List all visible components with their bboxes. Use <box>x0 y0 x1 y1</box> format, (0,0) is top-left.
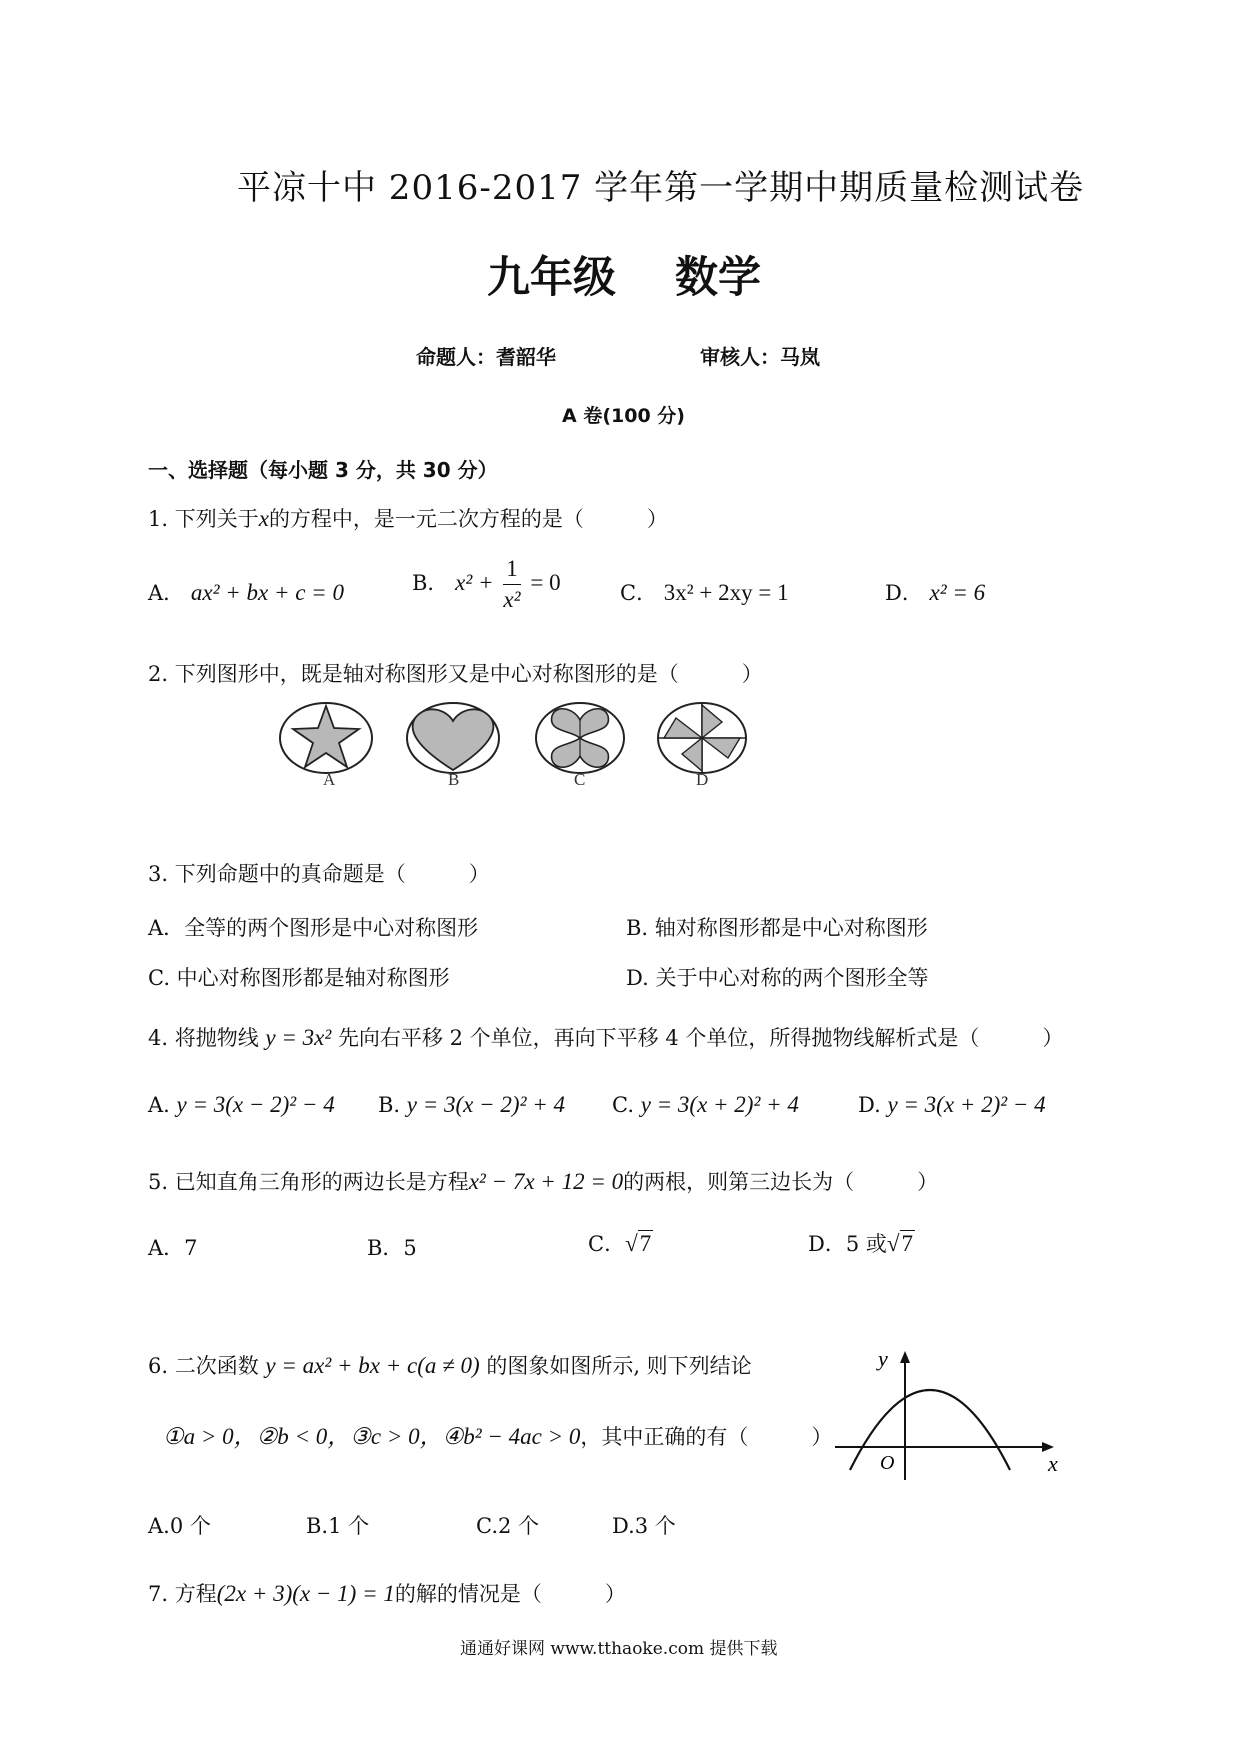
q6-parabola-graph <box>830 1345 1060 1485</box>
q2-figures <box>270 700 770 790</box>
q1-a-label: A． <box>148 581 185 605</box>
q5-d-radicand: 7 <box>901 1231 913 1256</box>
q4-c-label: C. <box>612 1093 634 1117</box>
q1-option-b <box>412 554 561 615</box>
q1-b-pre: x² + <box>455 570 494 595</box>
q4-option-b <box>378 1092 565 1118</box>
q5-c-radicand: 7 <box>639 1231 652 1256</box>
q5-option-a: A．7 <box>148 1236 198 1260</box>
q3-option-b: B. 轴对称图形都是中心对称图形 <box>626 916 928 940</box>
q7-stem-pre: 7. 方程 <box>148 1582 217 1606</box>
q4-stem-pre: 4. 将抛物线 <box>148 1026 259 1050</box>
q4-b-eq: y = 3(x − 2)² + 4 <box>406 1092 565 1117</box>
q3-option-a: A．全等的两个图形是中心对称图形 <box>148 916 479 940</box>
q4-d-eq: y = 3(x + 2)² − 4 <box>887 1092 1046 1117</box>
q4-stem <box>148 1022 1063 1052</box>
q5-c-sqrt: √7 <box>625 1231 652 1256</box>
q6-conds-post: ，其中正确的有（ ） <box>580 1425 833 1449</box>
q1-stem <box>148 503 668 533</box>
q6-stem-eq: y = ax² + bx + c(a ≠ 0) <box>265 1353 480 1378</box>
figure-a-star <box>280 703 372 773</box>
q5-stem-post: 的两根，则第三边长为（ ） <box>623 1170 939 1194</box>
q1-option-a <box>148 577 344 607</box>
q4-a-eq: y = 3(x − 2)² − 4 <box>176 1092 335 1117</box>
figure-c-clover <box>536 703 624 773</box>
section-heading: 一、选择题（每小题 3 分，共 30 分） <box>148 458 498 482</box>
q6-option-d: D.3 个 <box>612 1514 676 1538</box>
figure-b-heart <box>407 703 499 773</box>
q5-stem-eq: x² − 7x + 12 = 0 <box>468 1169 624 1194</box>
q6-stem <box>148 1350 752 1380</box>
q4-option-d <box>858 1092 1046 1118</box>
subject-label: 数学 <box>675 253 761 303</box>
q5-option-c <box>588 1228 653 1258</box>
q1-d-label: D． <box>885 581 923 605</box>
volume-label: A 卷(100 分) <box>562 405 685 427</box>
q1-b-num: 1 <box>503 554 521 585</box>
q1-d-eq: x² = 6 <box>929 580 986 605</box>
q5-c-label: C． <box>588 1232 626 1256</box>
q1-stem-post: 的方程中，是一元二次方程的是（ ） <box>268 507 668 531</box>
q6-conds: ①a > 0，②b < 0，③c > 0，④b² − 4ac > 0 <box>163 1424 581 1449</box>
q7-stem-post: 的解的情况是（ ） <box>394 1582 626 1606</box>
q1-b-fraction <box>503 554 521 615</box>
q5-option-b: B．5 <box>367 1236 417 1260</box>
x-axis-label: x <box>1048 1451 1058 1476</box>
q6-option-b: B.1 个 <box>306 1514 370 1538</box>
footer-credit: 通通好课网 www.tthaoke.com 提供下载 <box>460 1639 778 1659</box>
q1-c-eq: 3x² + 2xy = 1 <box>663 580 789 605</box>
q6-option-c: C.2 个 <box>476 1514 540 1538</box>
origin-label: O <box>880 1452 895 1474</box>
author-label: 命题人：耆韶华 <box>416 345 556 369</box>
q3-option-d: D. 关于中心对称的两个图形全等 <box>626 966 929 990</box>
q4-c-eq: y = 3(x + 2)² + 4 <box>640 1092 799 1117</box>
q4-stem-eq: y = 3x² <box>265 1025 332 1050</box>
q1-b-post: = 0 <box>530 570 561 595</box>
q5-option-d <box>808 1228 915 1258</box>
q1-option-c <box>620 577 789 607</box>
q6-conditions <box>163 1418 832 1451</box>
q4-d-label: D. <box>858 1093 881 1117</box>
q1-option-d <box>885 577 985 607</box>
q1-c-label: C． <box>620 581 658 605</box>
q7-stem <box>148 1578 626 1608</box>
q6-stem-post: 的图象如图所示, 则下列结论 <box>486 1354 752 1378</box>
q5-d-label: D．5 或 <box>808 1232 887 1256</box>
exam-title: 平凉十中 2016-2017 学年第一学期中期质量检测试卷 <box>237 168 1085 208</box>
q4-stem-post: 先向右平移 2 个单位，再向下平移 4 个单位，所得抛物线解析式是（ ） <box>337 1026 1064 1050</box>
q4-b-label: B. <box>378 1093 401 1117</box>
q3-stem: 3. 下列命题中的真命题是（ ） <box>148 862 490 886</box>
q5-stem-pre: 5. 已知直角三角形的两边长是方程 <box>148 1170 469 1194</box>
q1-stem-var: x <box>258 506 269 531</box>
q4-option-c <box>612 1092 799 1118</box>
q2-stem: 2. 下列图形中，既是轴对称图形又是中心对称图形的是（ ） <box>148 662 763 686</box>
parabola-curve <box>850 1390 1010 1470</box>
q1-a-eq: ax² + bx + c = 0 <box>190 580 344 605</box>
y-axis-arrow <box>900 1351 910 1363</box>
grade-label: 九年级 <box>487 253 616 303</box>
fig-label-c: C <box>574 770 586 789</box>
q5-d-sqrt: √7 <box>886 1231 913 1256</box>
q1-b-den: x² <box>503 587 521 612</box>
reviewer-label: 审核人：马岚 <box>700 345 820 369</box>
q1-stem-pre: 1. 下列关于 <box>148 507 259 531</box>
q6-option-a: A.0 个 <box>148 1514 211 1538</box>
q3-option-c: C. 中心对称图形都是轴对称图形 <box>148 966 450 990</box>
fig-label-d: D <box>696 770 709 789</box>
fig-label-b: B <box>448 770 460 789</box>
y-axis-label: y <box>878 1346 888 1371</box>
q6-stem-pre: 6. 二次函数 <box>148 1354 259 1378</box>
q4-a-label: A. <box>148 1093 170 1117</box>
q1-b-label: B． <box>412 571 449 595</box>
fig-label-a: A <box>323 770 336 789</box>
q4-option-a <box>148 1092 335 1118</box>
q5-stem <box>148 1166 938 1196</box>
q7-stem-eq: (2x + 3)(x − 1) = 1 <box>216 1581 395 1606</box>
figure-d-pinwheel <box>658 703 746 773</box>
